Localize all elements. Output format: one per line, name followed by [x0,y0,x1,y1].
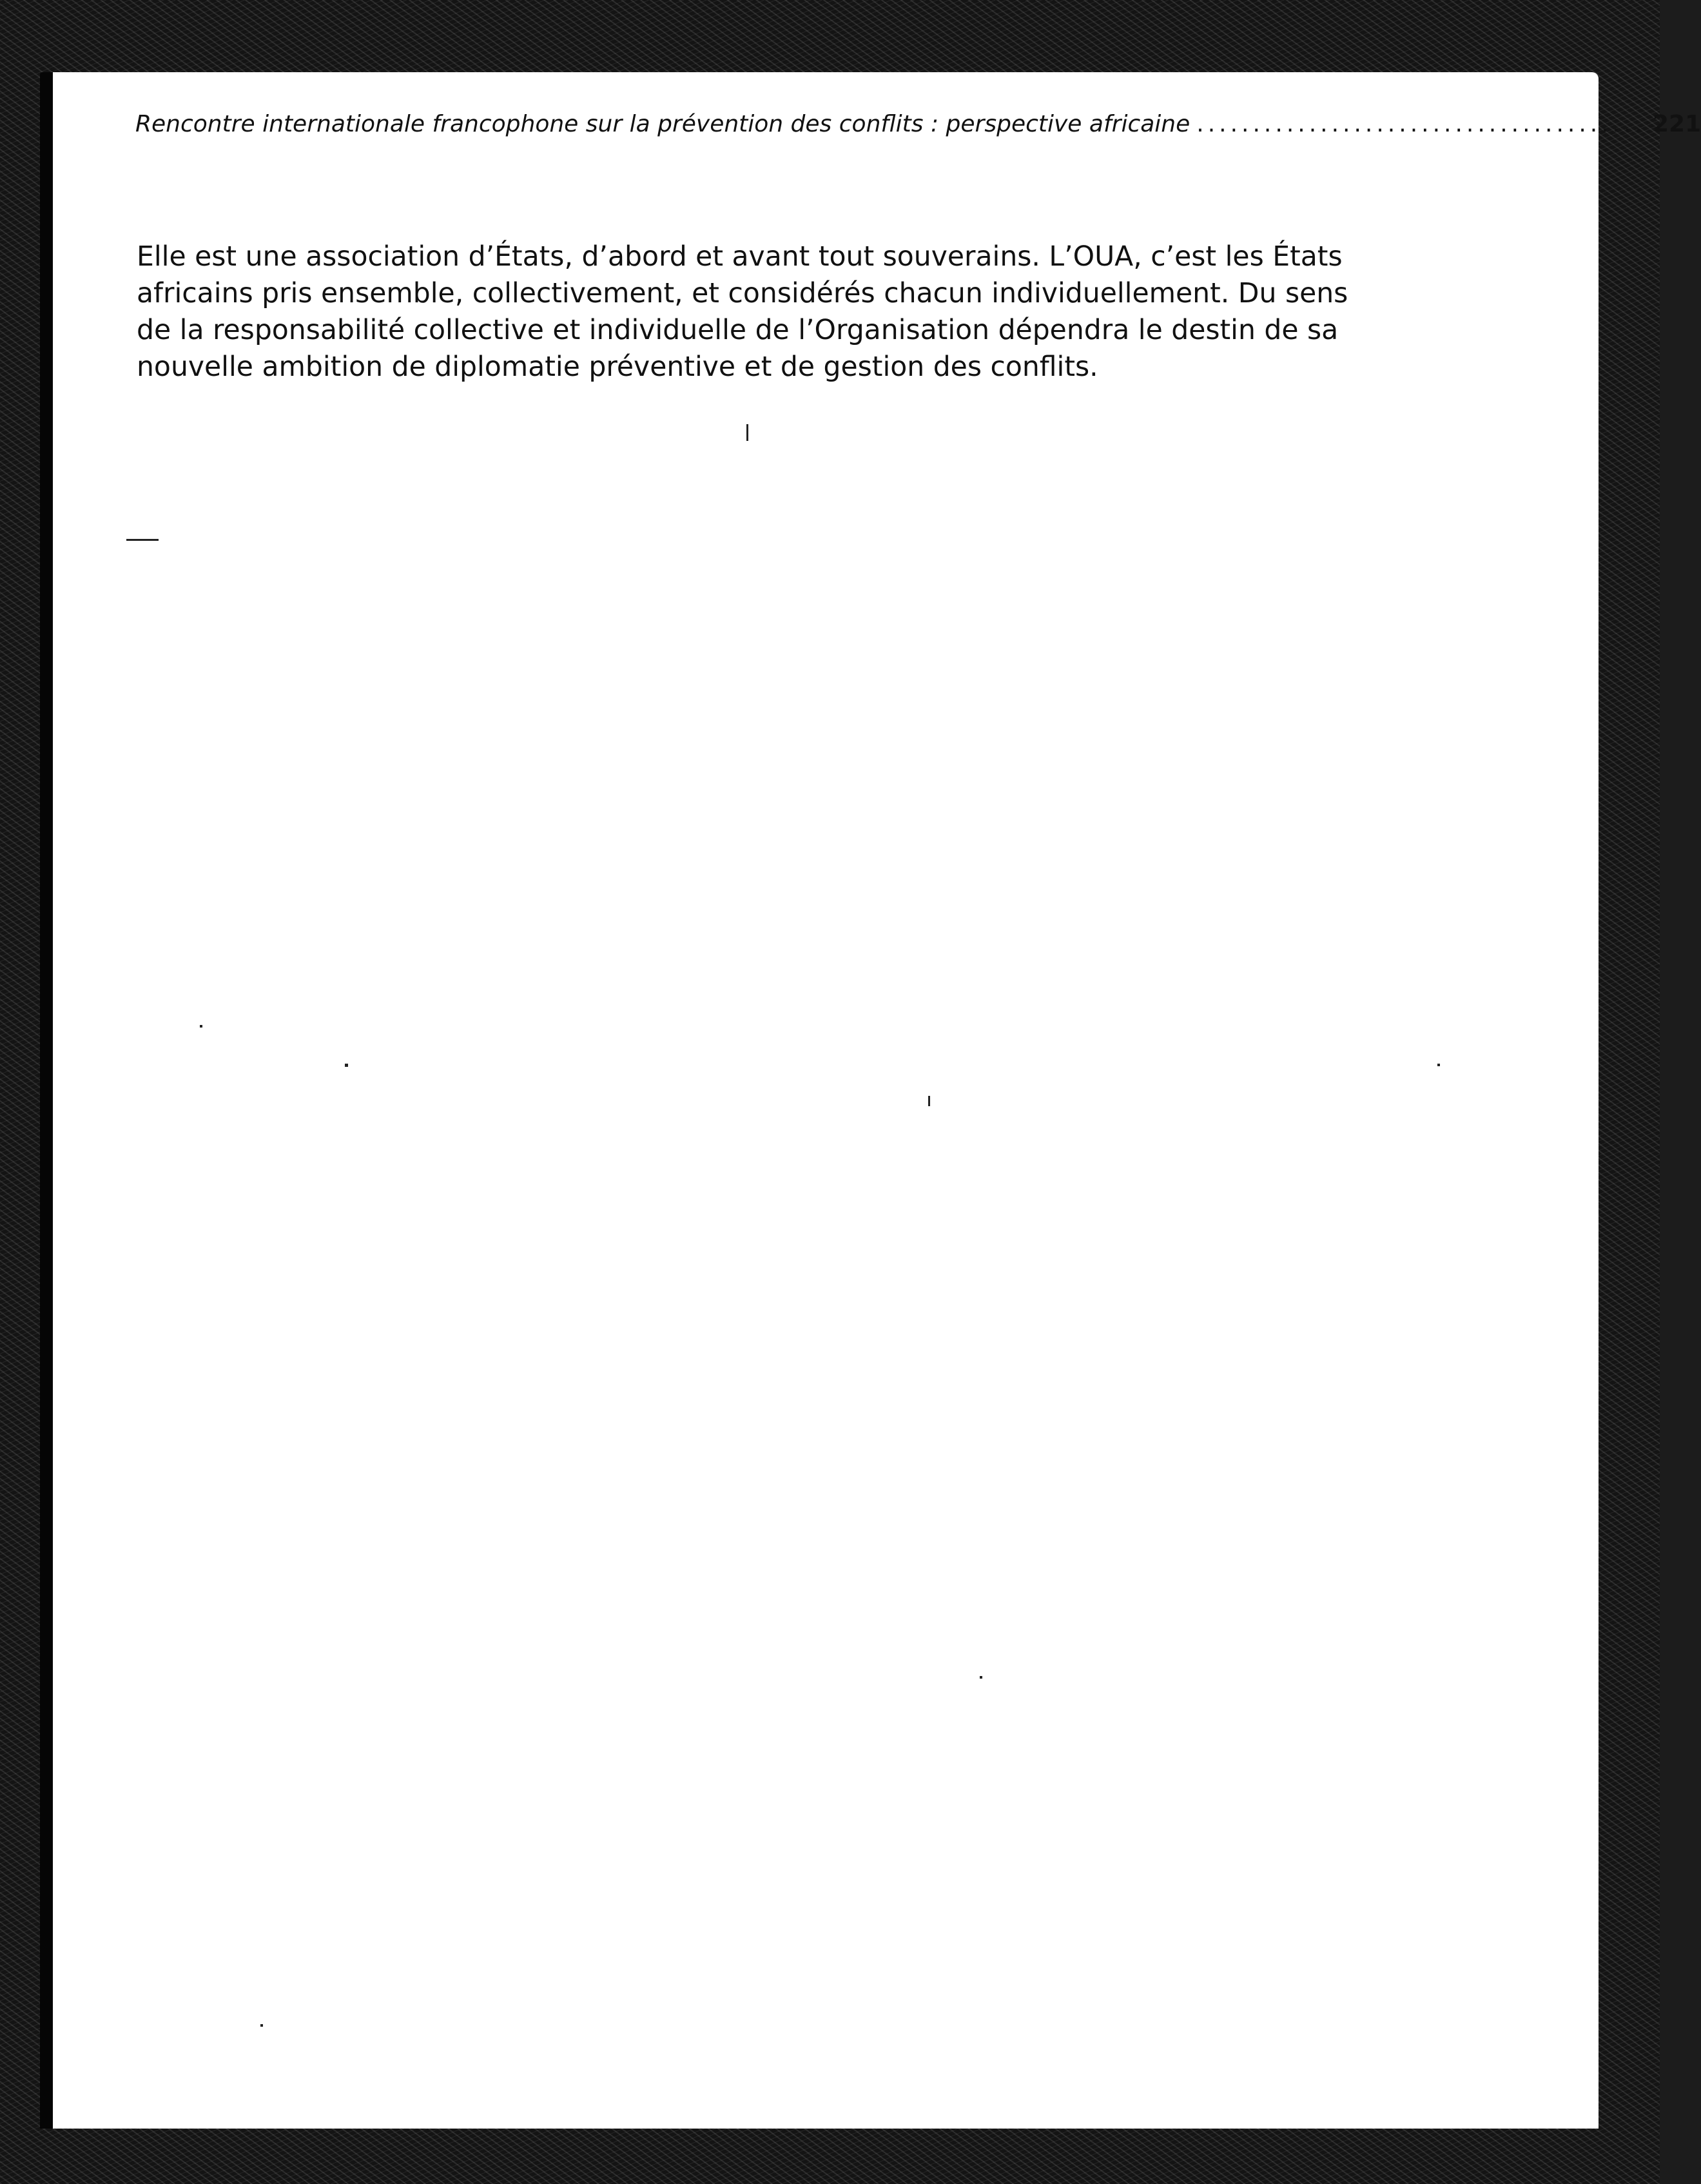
running-header-title: Rencontre internationale francophone sur la prévention des conflits : perspective africaine [135,111,1191,137]
scan-artifact-speck [200,1025,202,1028]
scan-artifact-tick [746,424,748,441]
body-paragraph [137,239,1413,385]
body-line: nouvelle ambition de diplomatie préventive et de gestion des conflits. [137,351,1098,383]
scan-artifact-speck [260,2024,263,2027]
scan-artifact-speck [928,1096,930,1106]
body-line: Elle est une association d’États, d’abord et avant tout souverains. L’OUA, c’est les États [137,241,1343,273]
body-line: de la responsabilité collective et individuelle de l’Organisation dépendra le destin de sa [137,315,1339,346]
scan-artifact-speck [1437,1064,1440,1066]
scan-artifact-speck [345,1064,348,1067]
dot-leader: ........................................ [1196,111,1646,137]
running-header [135,111,1701,137]
body-line: africains pris ensemble, collectivement, et considérés chacun individuellement. Du sens [137,278,1348,309]
scan-artifact-speck [980,1676,982,1679]
page-number: 221 [1653,111,1701,137]
scan-artifact-dash [126,539,159,541]
